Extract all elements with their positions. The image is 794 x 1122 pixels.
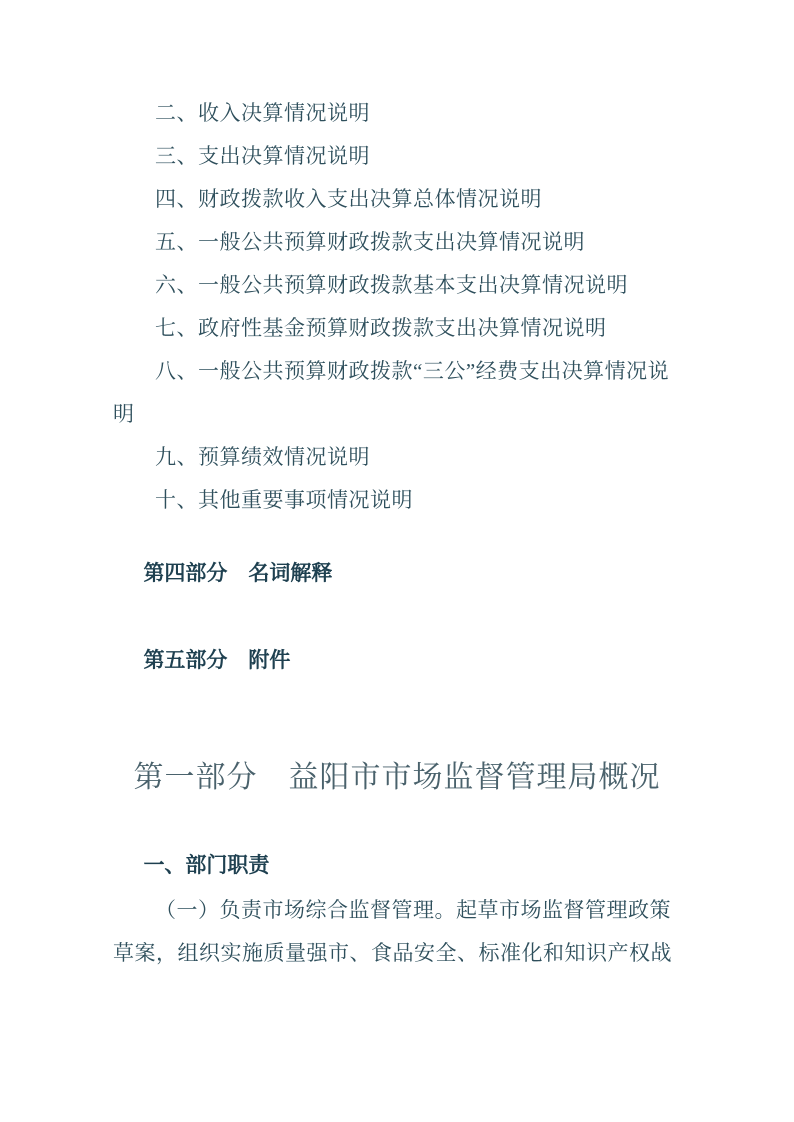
- duties-paragraph-line1: （一）负责市场综合监督管理。起草市场监督管理政策: [155, 898, 671, 922]
- toc-item-9: 九、预算绩效情况说明: [155, 445, 370, 469]
- part1-title: 第一部分 益阳市市场监督管理局概况: [133, 761, 661, 794]
- toc-item-8-line1: 八、一般公共预算财政拨款“三公”经费支出决算情况说: [155, 359, 670, 383]
- toc-item-4: 四、财政拨款收入支出决算总体情况说明: [155, 187, 542, 211]
- duties-heading: 一、部门职责: [143, 854, 270, 877]
- toc-item-6: 六、一般公共预算财政拨款基本支出决算情况说明: [155, 273, 628, 297]
- toc-item-10: 十、其他重要事项情况说明: [155, 488, 413, 512]
- toc-item-2: 二、收入决算情况说明: [155, 101, 370, 125]
- section-heading-part5: 第五部分 附件: [143, 649, 291, 672]
- toc-item-3: 三、支出决算情况说明: [155, 144, 370, 168]
- section-heading-part4: 第四部分 名词解释: [143, 562, 333, 585]
- duties-paragraph-line2: 草案，组织实施质量强市、食品安全、标准化和知识产权战: [113, 941, 672, 965]
- toc-item-7: 七、政府性基金预算财政拨款支出决算情况说明: [155, 316, 607, 340]
- toc-item-5: 五、一般公共预算财政拨款支出决算情况说明: [155, 230, 585, 254]
- toc-item-8-line2: 明: [113, 402, 135, 426]
